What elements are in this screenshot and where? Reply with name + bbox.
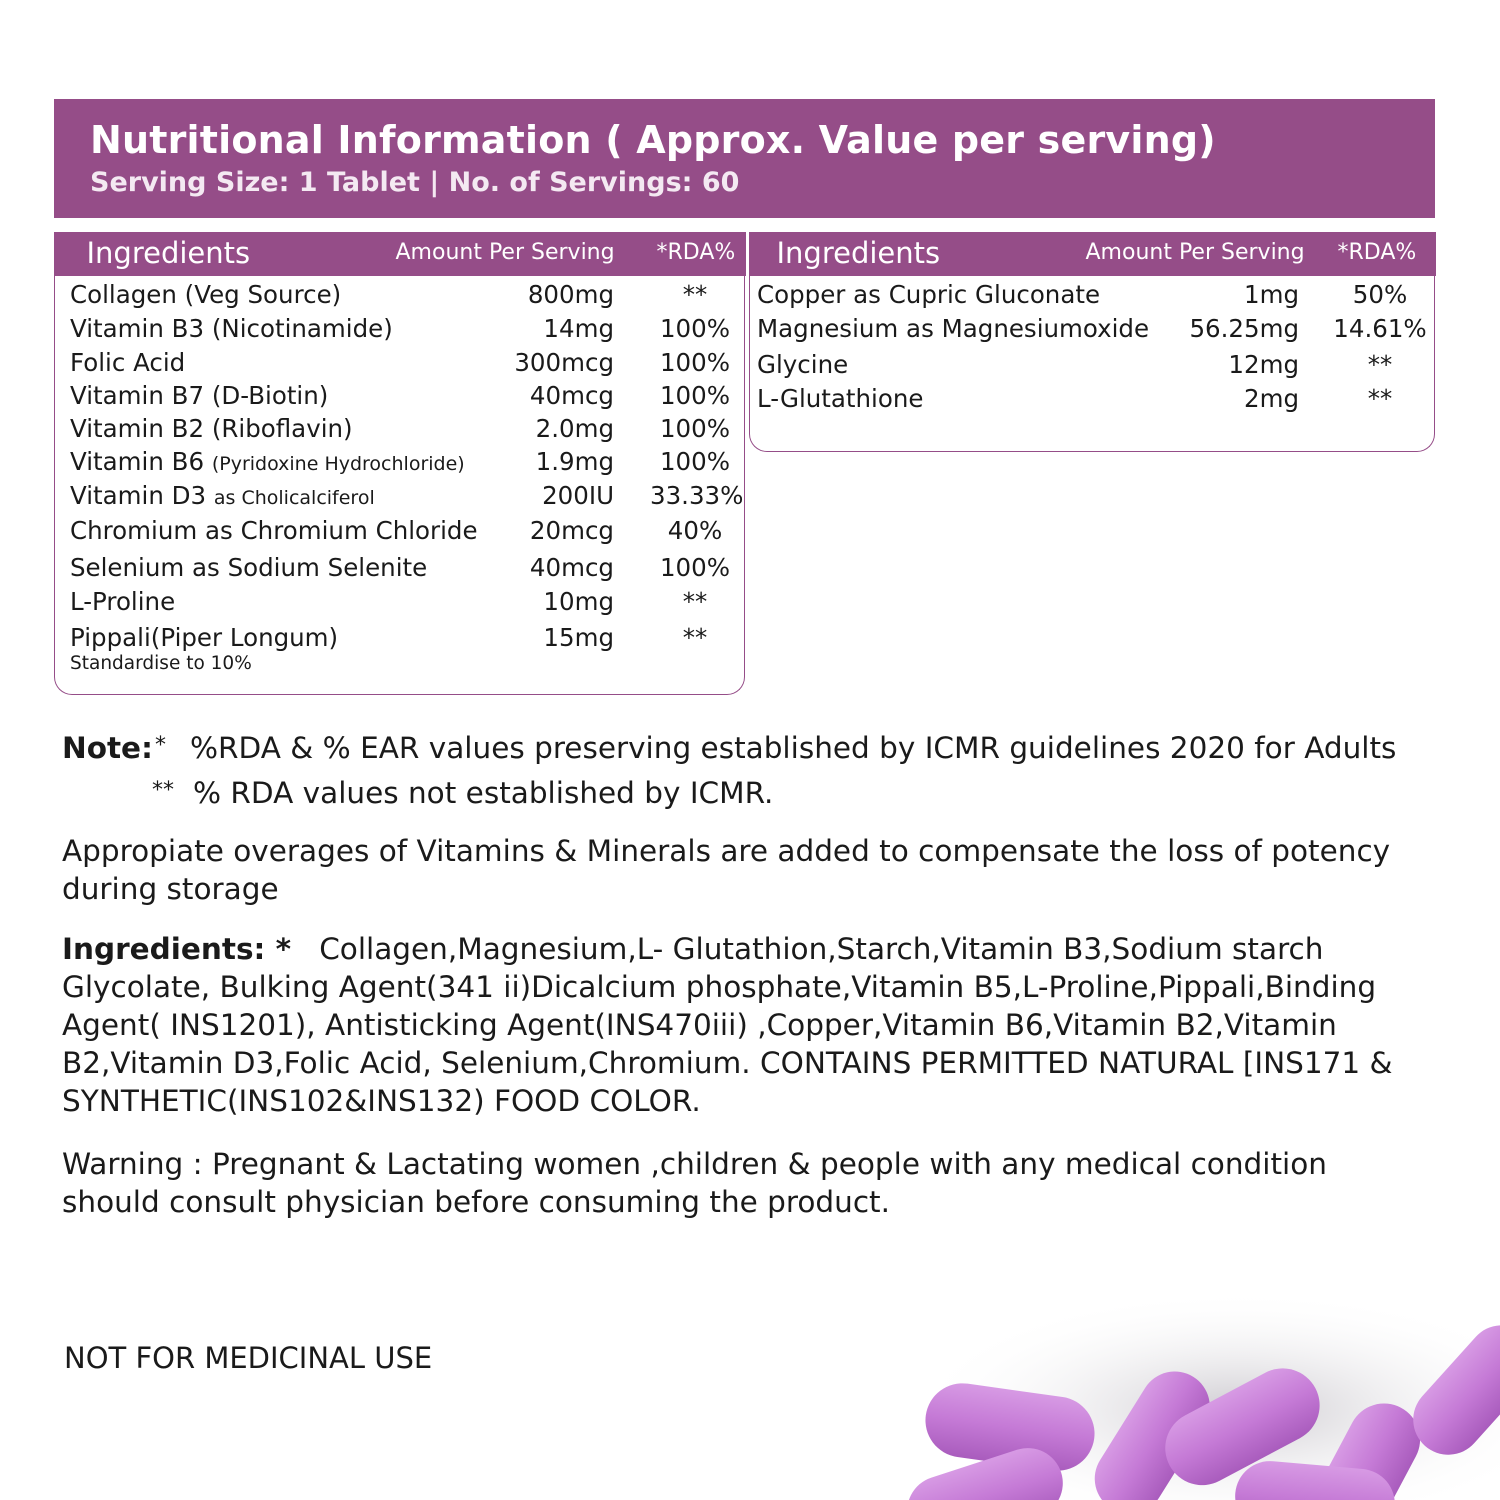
column-amount: Amount Per Serving [1085,240,1305,265]
nutrition-table-left [54,232,745,695]
note-line-2: % RDA values not established by ICMR. [193,776,774,810]
table-row: Chromium as Chromium Chloride 20mcg 40% [70,516,723,545]
table-row: Vitamin B2 (Riboflavin) 2.0mg 100% [70,414,731,443]
table-row: Selenium as Sodium Selenite 40mcg 100% [70,553,731,582]
table-row: L-Proline 10mg ** [70,587,708,616]
table-row: Vitamin B7 (D-Biotin) 40mcg 100% [70,381,731,410]
column-ingredients: Ingredients [86,236,251,270]
column-amount: Amount Per Serving [395,240,615,265]
ingredients-text: Collagen,Magnesium,L- Glutathion,Starch,Vitamin B3,Sodium starch Glycolate, Bulking Agent(341 ii)Dicalcium phosphate,Vitamin B5,L-Proline,Pippali,Binding Agent( INS1201), Antisticking Agent(INS470iii) ,Copper,Vitamin B6,Vitamin B2,Vitamin B2,Vitamin D3,Folic Acid, Selenium,Chromium. CONTAINS PERMITTED NATURAL [INS171 & SYNTHETIC(INS102&INS132) FOOD COLOR. [62,932,1393,1118]
tablets-image [860,1230,1500,1500]
table-row: Vitamin D3 as Cholicalciferol 200IU 33.33% [70,481,744,510]
table-row-note: Standardise to 10% [70,653,252,674]
column-rda: *RDA% [1337,240,1417,265]
ingredients-paragraph [62,930,1422,1120]
table-header [749,232,1436,276]
table-row: Folic Acid 300mcg 100% [70,348,731,377]
column-rda: *RDA% [656,240,736,265]
table-row: Vitamin B6 (Pyridoxine Hydrochloride) 1.9mg 100% [70,447,731,476]
table-row: Vitamin B3 (Nicotinamide) 14mg 100% [70,314,731,343]
ingredients-label: Ingredients: * [62,932,292,966]
table-header [54,232,746,276]
note-line-1: %RDA & % EAR values preserving established by ICMR guidelines 2020 for Adults [190,731,1397,765]
nutrition-title: Nutritional Information ( Approx. Value per serving) [90,118,1216,162]
nutrition-table-right [749,232,1435,452]
serving-size: Serving Size: 1 Tablet | No. of Servings: 60 [90,167,740,198]
note-star-2: ** [152,778,174,803]
note-label: Note: [62,731,153,765]
table-row: L-Glutathione 2mg ** [757,384,1393,413]
table-row: Magnesium as Magnesiumoxide 56.25mg 14.61% [757,314,1427,343]
warning-text: Warning : Pregnant & Lactating women ,children & people with any medical condition should consult physician before consuming the product. [62,1147,1327,1219]
table-row: Collagen (Veg Source) 800mg ** [70,280,708,309]
nutrition-header-banner [54,99,1435,218]
table-row: Glycine 12mg ** [757,350,1393,379]
not-medicinal-label: NOT FOR MEDICINAL USE [64,1341,433,1375]
table-row: Copper as Cupric Gluconate 1mg 50% [757,280,1408,309]
note-star-1: * [155,733,166,758]
overages-text: Appropiate overages of Vitamins & Minerals are added to compensate the loss of potency during storage [62,834,1391,906]
column-ingredients: Ingredients [776,236,941,270]
table-row: Pippali(Piper Longum) 15mg ** [70,623,708,652]
